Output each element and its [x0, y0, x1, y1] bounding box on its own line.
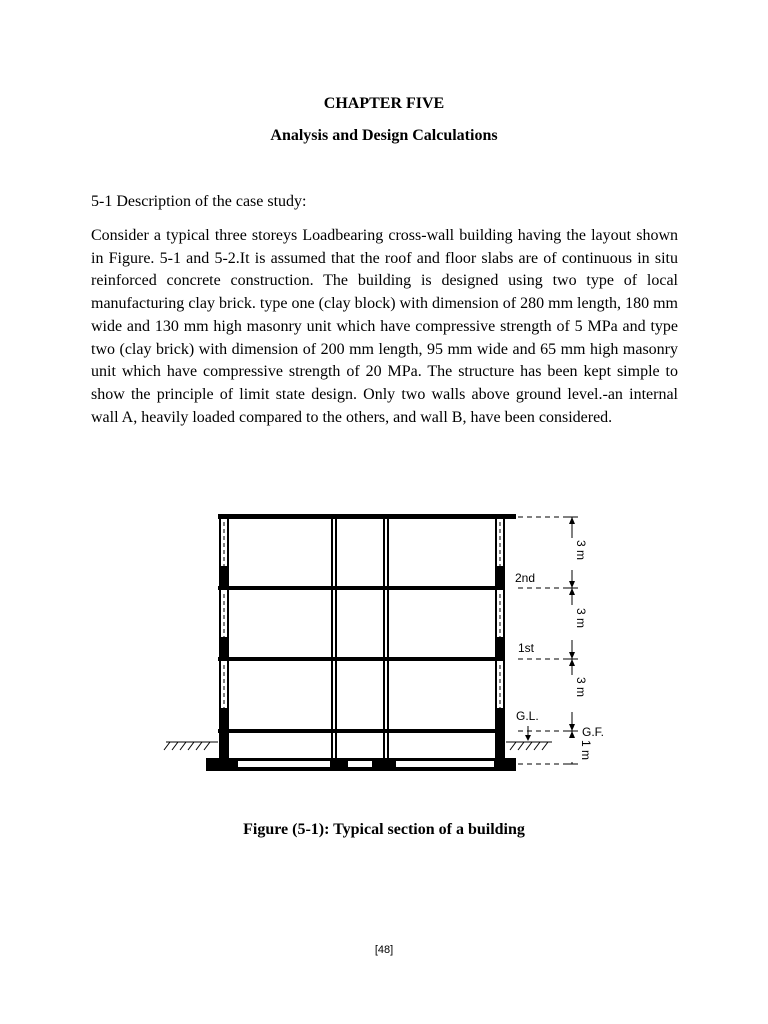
body-paragraph: Consider a typical three storeys Loadbearing cross-wall building having the layout shown in Figure. 5-1 and 5-2.It is assumed that the roof and floor slabs are of continuous in situ reinforced concrete construction. The building is designed using two type of local manufacturing clay brick. type one (clay block) with dimension of 280 mm length, 180 mm wide and 130 mm high masonry unit which have compressive strength of 5 MPa and type two (clay brick) with dimension of 200 mm length, 95 mm wide and 65 mm high masonry unit which have compressive strength of 20 MPa. The structure has been kept simple to show the principle of limit state design. Only two walls above ground level.-an internal wall A, heavily loaded compared to the others, and wall B, have been considered. — [91, 227, 678, 426]
ground-right — [506, 742, 552, 750]
ground-floor-slab — [218, 729, 504, 733]
roof-slab — [218, 514, 516, 519]
second-floor-slab — [218, 586, 504, 590]
dim-middle: 3 m — [574, 608, 588, 629]
chapter-subtitle: Analysis and Design Calculations — [270, 127, 498, 144]
label-2nd: 2nd — [515, 571, 536, 585]
section-heading: 5-1 Description of the case study: — [91, 193, 307, 210]
figure-caption: Figure (5-1): Typical section of a building — [243, 821, 525, 838]
ground-left — [164, 742, 218, 750]
label-gf: G.F. — [582, 725, 605, 739]
internal-walls — [332, 519, 388, 758]
dim-lower: 3 m — [574, 677, 588, 698]
chapter-title: CHAPTER FIVE — [323, 95, 445, 112]
page-number: [48] — [374, 944, 394, 956]
left-wall — [219, 514, 229, 758]
dim-foundation: 1 m — [579, 740, 593, 761]
building-section-figure — [160, 500, 620, 790]
first-floor-slab — [218, 657, 504, 661]
dim-top: 3 m — [574, 540, 588, 561]
label-1st: 1st — [518, 641, 535, 655]
right-wall — [495, 514, 505, 758]
label-gl: G.L. — [516, 709, 539, 723]
